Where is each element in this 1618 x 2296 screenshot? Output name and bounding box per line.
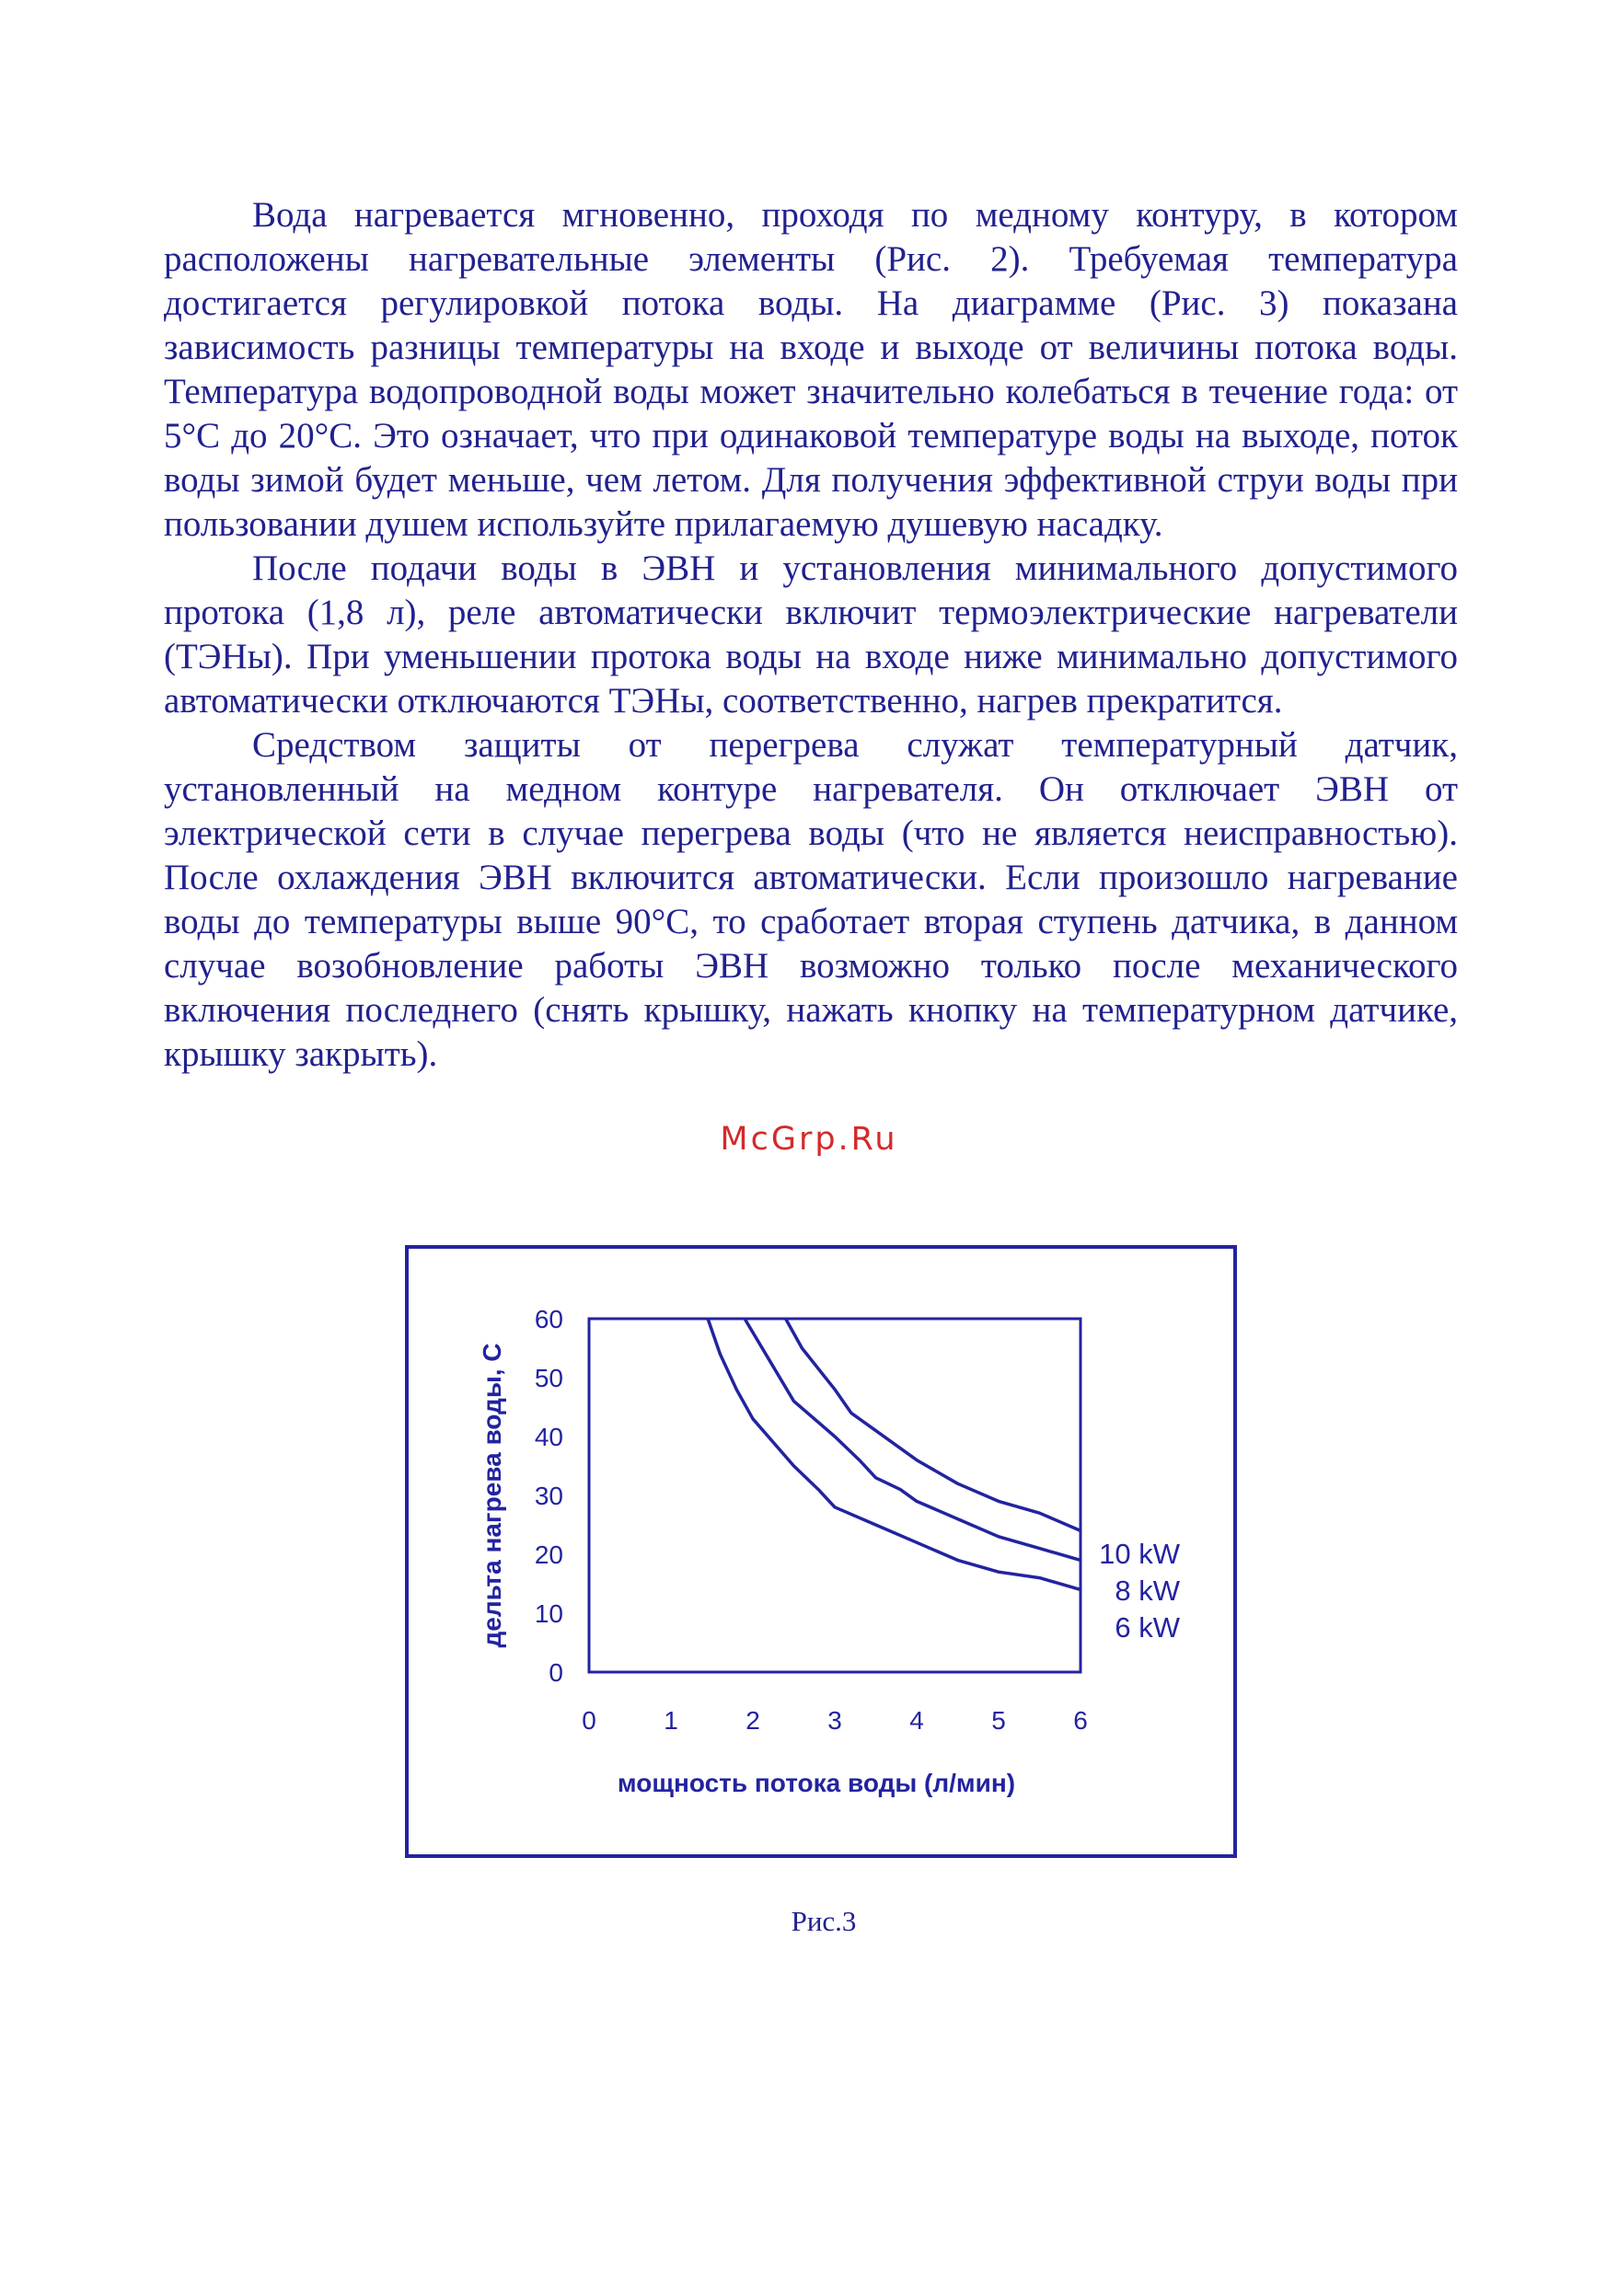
body-text [164, 193, 1458, 1077]
y-axis-label: дельта нагрева воды, С [478, 1343, 506, 1648]
series-line-6-kW [708, 1319, 1081, 1589]
paragraph-1: Вода нагревается мгновенно, проходя по медному контуру, в котором расположены нагревательные элементы (Рис. 2). Требуемая температура достигается регулировкой потока воды. На диаграмме (Рис. 3) показана зависимость разницы температуры на входе и выходе от величины потока воды. Температура водопроводной воды может значительно колебаться в течение года: от 5°С до 20°С. Это означает, что при одинаковой температуре воды на выходе, поток воды зимой будет меньше, чем летом. Для получения эффективной струи воды при пользовании душем используйте прилагаемую душевую насадку. [164, 195, 1458, 544]
y-tick-label: 60 [534, 1305, 563, 1333]
figure-caption: Рис.3 [791, 1905, 857, 1937]
plot-area [589, 1319, 1081, 1672]
x-tick-label: 3 [827, 1706, 842, 1735]
y-tick-label: 0 [549, 1658, 563, 1687]
x-tick-label: 2 [745, 1706, 760, 1735]
series-label: 8 kW [1115, 1575, 1180, 1607]
x-tick-label: 6 [1073, 1706, 1088, 1735]
y-tick-label: 50 [534, 1364, 563, 1392]
series-label: 10 kW [1099, 1538, 1180, 1570]
y-tick-label: 10 [534, 1599, 563, 1628]
paragraph-3: Средством защиты от перегрева служат температурный датчик, установленный на медном контуре нагревателя. Он отключает ЭВН от электрической сети в случае перегрева воды (что не является неисправностью). После охлаждения ЭВН включится автоматически. Если произошло нагревание воды до температуры выше 90°С, то сработает вторая ступень датчика, в данном случае возобновление работы ЭВН возможно только после механического включения последнего (снять крышку, нажать кнопку на температурном датчике, крышку закрыть). [164, 725, 1458, 1074]
watermark: McGrp.Ru [720, 1121, 898, 1158]
x-axis-label: мощность потока воды (л/мин) [617, 1769, 1016, 1797]
series-line-10-kW [786, 1319, 1081, 1530]
y-tick-label: 20 [534, 1540, 563, 1569]
y-tick-label: 30 [534, 1482, 563, 1510]
y-tick-label: 40 [534, 1423, 563, 1451]
x-tick-label: 0 [582, 1706, 596, 1735]
series-line-8-kW [745, 1319, 1081, 1560]
chart [409, 1249, 1233, 1854]
figure-frame [405, 1245, 1237, 1858]
x-tick-label: 4 [909, 1706, 924, 1735]
paragraph-2: После подачи воды в ЭВН и установления минимального допустимого протока (1,8 л), реле автоматически включит термоэлектрические нагреватели (ТЭНы). При уменьшении протока воды на входе ниже минимально допустимого автоматически отключаются ТЭНы, соответственно, нагрев прекратится. [164, 548, 1458, 721]
x-tick-label: 1 [664, 1706, 678, 1735]
x-tick-label: 5 [991, 1706, 1006, 1735]
series-label: 6 kW [1115, 1611, 1180, 1644]
